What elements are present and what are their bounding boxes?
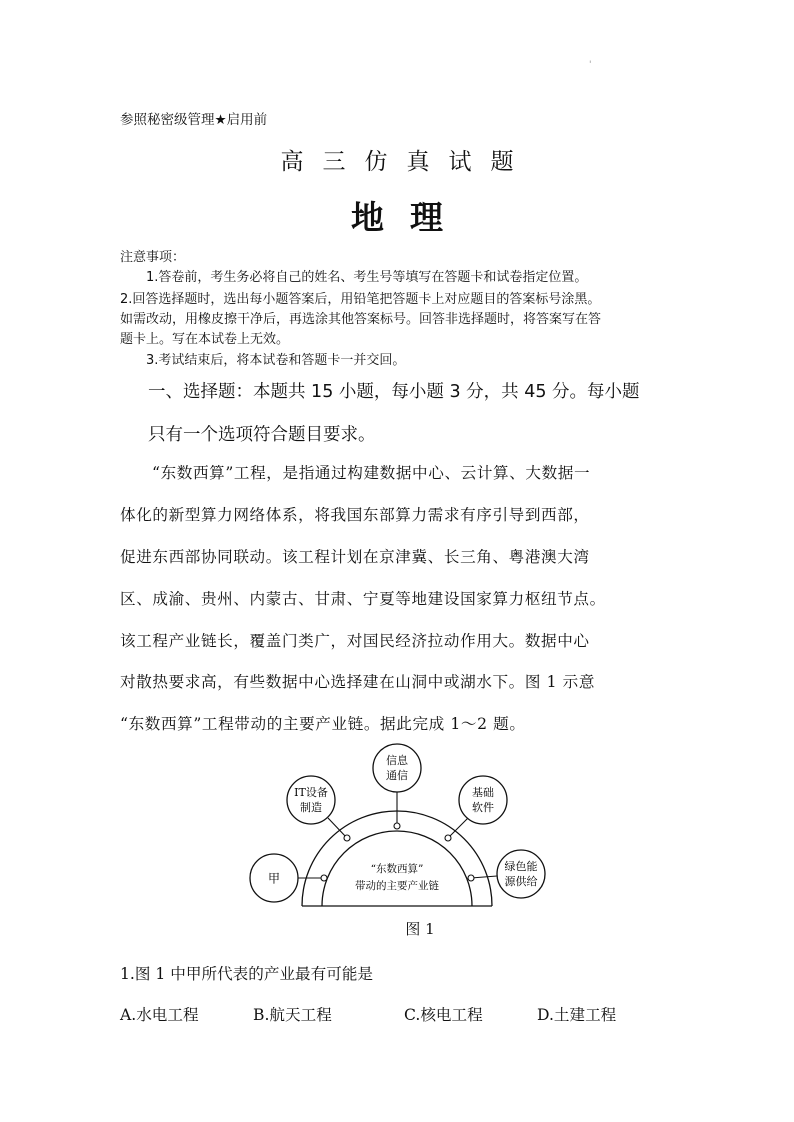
- passage-line-6: 对散热要求高，有些数据中心选择建在山洞中或湖水下。图 1 示意: [120, 673, 596, 691]
- notice-heading: 注意事项：: [120, 250, 186, 265]
- node-it-label-1: IT设备: [294, 786, 328, 799]
- node-info-label-2: 通信: [386, 769, 408, 782]
- diagram-center-label-2: 带动的主要产业链: [355, 880, 439, 892]
- node-info-label-1: 信息: [386, 754, 408, 767]
- connector-it: [328, 818, 347, 838]
- section-title-line-2: 只有一个选项符合题目要求。: [148, 425, 376, 445]
- passage-line-4: 区、成渝、贵州、内蒙古、甘肃、宁夏等地建设国家算力枢纽节点。: [120, 590, 606, 608]
- question-1-stem: 1.图 1 中甲所代表的产业最有可能是: [120, 965, 374, 983]
- corner-mark: ': [589, 60, 592, 70]
- exam-title: 高三仿真试题: [280, 149, 533, 175]
- passage-line-7: “东数西算”工程带动的主要产业链。据此完成 1～2 题。: [120, 715, 526, 733]
- industry-chain-diagram: [245, 742, 575, 912]
- node-green-energy: [497, 850, 545, 898]
- subject-title: 地理: [351, 198, 469, 237]
- option-c: C.核电工程: [404, 1006, 483, 1024]
- diagram-center-label-1: “东数西算”: [370, 863, 424, 875]
- junction-dot-energy: [468, 875, 474, 881]
- option-b: B.航天工程: [253, 1006, 332, 1024]
- passage-line-3: 促进东西部协同联动。该工程计划在京津冀、长三角、粤港澳大湾: [120, 548, 590, 566]
- junction-dot-info: [394, 823, 400, 829]
- notice-item-2-line-3: 题卡上。写在本试卷上无效。: [120, 332, 290, 347]
- node-energy-label-2: 源供给: [504, 875, 538, 888]
- passage-line-5: 该工程产业链长，覆盖门类广，对国民经济拉动作用大。数据中心: [120, 632, 590, 650]
- node-jia-label: 甲: [267, 871, 281, 886]
- node-it-label-2: 制造: [300, 801, 322, 814]
- passage-line-1: “东数西算”工程，是指通过构建数据中心、云计算、大数据一: [152, 464, 591, 482]
- node-info-communication: [373, 744, 421, 792]
- notice-item-3: 3.考试结束后，将本试卷和答题卡一并交回。: [146, 353, 406, 368]
- junction-dot-it: [344, 835, 350, 841]
- option-a: A.水电工程: [120, 1006, 199, 1024]
- option-d: D.土建工程: [537, 1006, 617, 1024]
- figure-caption: 图 1: [405, 920, 435, 938]
- connector-energy: [471, 876, 497, 878]
- classification-label: 参照秘密级管理★启用前: [120, 112, 268, 128]
- notice-item-1: 1.答卷前，考生务必将自己的姓名、考生号等填写在答题卡和试卷指定位置。: [146, 270, 588, 285]
- junction-dot-software: [445, 835, 451, 841]
- section-title-line-1: 一、选择题：本题共 15 小题，每小题 3 分，共 45 分。每小题: [148, 382, 640, 402]
- node-software-label-2: 软件: [472, 801, 494, 814]
- node-it-manufacturing: [287, 776, 335, 824]
- junction-dot-jia: [321, 875, 327, 881]
- node-basic-software: [459, 776, 507, 824]
- notice-item-2-line-2: 如需改动，用橡皮擦干净后，再选涂其他答案标号。回答非选择题时，将答案写在答: [120, 312, 602, 327]
- node-software-label-1: 基础: [472, 786, 494, 799]
- passage-line-2: 体化的新型算力网络体系，将我国东部算力需求有序引导到西部，: [120, 506, 590, 524]
- notice-item-2-line-1: 2.回答选择题时，选出每小题答案后，用铅笔把答题卡上对应题目的答案标号涂黑。: [120, 292, 601, 307]
- node-energy-label-1: 绿色能: [504, 860, 538, 873]
